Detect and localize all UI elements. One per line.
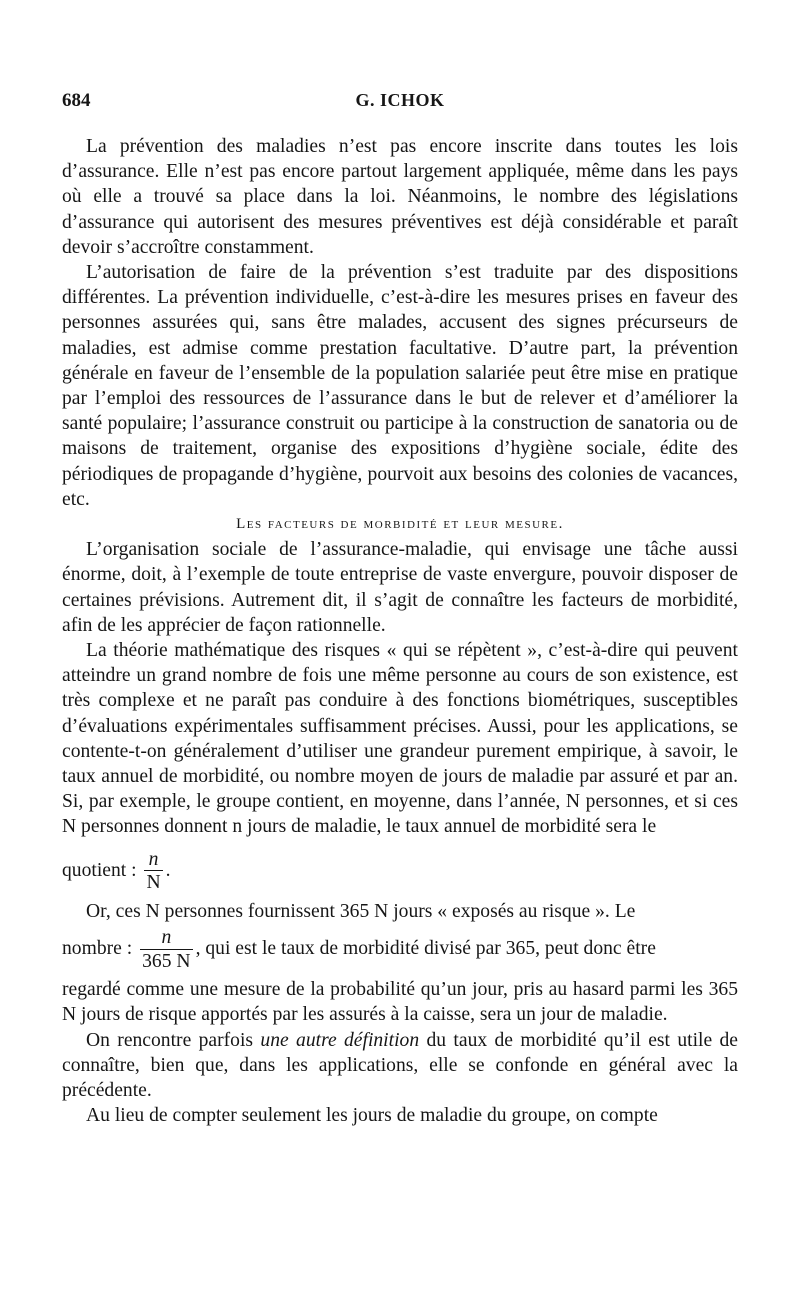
text-run: du taux de morbidité qu’il est utile de connaître, bien que, dans les applications, elle se confonde en général avec la précédente. — [62, 1029, 739, 1102]
page-number: 684 — [62, 90, 91, 111]
paragraph: L’organisation sociale de l’assurance-maladie, qui envisage une tâche aussi énorme, doit, à l’exemple de toute entreprise de vaste envergure, pouvoir disposer de certaines prévisions. Autrement dit, il s’agit de connaître les facteurs de morbidité, afin de les apprécier de façon rationnelle. — [62, 539, 738, 636]
quotient-label: quotient : — [62, 859, 137, 881]
running-head: G. ICHOK — [355, 90, 445, 110]
paragraph-start: Or, ces N personnes fournissent 365 N jours « exposés au risque ». Le — [86, 900, 636, 922]
fraction-n-over-365N — [140, 928, 192, 971]
page-header — [62, 90, 738, 116]
fraction-numerator: n — [140, 928, 192, 950]
text-run: On rencontre parfois — [86, 1029, 254, 1051]
paragraph-continuation: regardé comme une mesure de la probabilité qu’un jour, pris au hasard parmi les 365 N jours de risque apportés par les assurés à la caisse, sera un jour de maladie. — [62, 979, 738, 1026]
nombre-label: nombre : — [62, 938, 133, 960]
emphasis: une autre définition — [260, 1029, 420, 1051]
fraction-denominator: N — [146, 872, 161, 894]
paragraph-inline-text: qui est le taux de morbidité divisé par 365, peut donc être — [205, 938, 656, 960]
fraction-denominator: 365 N — [142, 950, 191, 972]
section-heading: Les facteurs de morbidité et leur mesure. — [236, 516, 564, 533]
paragraph: L’autorisation de faire de la prévention s’est traduite par des dispositions différentes. La prévention individuelle, c’est-à-dire les mesures prises en faveur des personnes assurées qui, sans être malades, accusent des signes précurseurs de maladies, est admise comme prestation facultative. D’autre part, la prévention générale en faveur de l’ensemble de la population salariée peut être mise en pratique par l’emploi des ressources de l’assurance dans le but de relever et d’améliorer la santé populaire; l’assurance construit ou participe à la construction de sanatoria ou de maisons de traitement, organise des expositions d’hygiène sociale, édite des périodiques de propagande d’hygiène, pourvoit aux besoins des colonies de vacances, etc. — [62, 262, 738, 510]
nombre-formula: nombre : $\frac{n}{365 N}$ , qui est le taux de morbidité divisé par 365, peut donc être — [62, 927, 656, 972]
quotient-formula: quotient : $\frac{n}{N}$ . — [62, 848, 171, 894]
paragraph — [62, 899, 738, 924]
fraction-n-over-N — [144, 850, 162, 893]
paragraph: La théorie mathématique des risques « qui se répètent », c’est-à-dire qui peuvent atteindre un grand nombre de fois une même personne au cours de son existence, est très complexe et ne paraît pas conduire à des fonctions biométriques, susceptibles d’évaluations expérimentales suffisamment précises. Aussi, pour les applications, se contente-t-on généralement d’utiliser une grandeur purement empirique, à savoir, le taux annuel de morbidité, ou nombre moyen de jours de maladie par assuré et par an. Si, par exemple, le groupe contient, en moyenne, dans l’année, N personnes, et si ces N personnes donnent n jours de maladie, le taux annuel de morbidité sera le — [62, 640, 738, 838]
paragraph — [62, 1028, 738, 1104]
body-text — [62, 134, 738, 1128]
paragraph: La prévention des maladies n’est pas encore inscrite dans toutes les lois d’assurance. Elle n’est pas encore partout largement appliquée, même dans les pays où elle a trouvé sa place dans la loi. Néanmoins, le nombre des législations d’assurance qui autorisent des mesures préventives est déjà considérable et paraît devoir s’accroître constamment. — [62, 136, 738, 258]
paragraph: Au lieu de compter seulement les jours de maladie du groupe, on compte — [86, 1105, 658, 1127]
fraction-numerator: n — [144, 850, 162, 872]
